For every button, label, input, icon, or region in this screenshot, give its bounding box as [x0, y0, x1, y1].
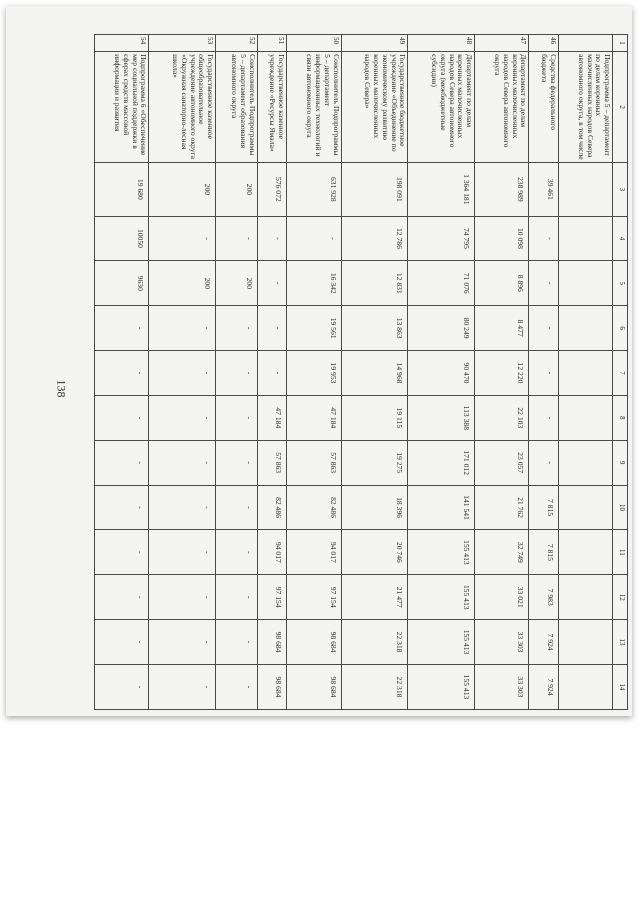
value-cell: -	[257, 306, 286, 351]
column-header: 10	[613, 485, 628, 530]
value-cell: 33 021	[475, 575, 529, 620]
row-number: 47	[475, 35, 529, 52]
row-number: 51	[257, 35, 286, 52]
value-cell: 155 413	[408, 530, 475, 575]
value-cell: 13 863	[341, 306, 408, 351]
row-number	[558, 35, 612, 52]
value-cell: -	[149, 530, 216, 575]
value-cell: 200	[149, 261, 216, 306]
value-cell	[558, 440, 612, 485]
value-cell: 238 989	[475, 163, 529, 216]
value-cell: 200	[216, 163, 258, 216]
column-header: 13	[613, 620, 628, 665]
table-body	[95, 35, 613, 710]
value-cell: -	[149, 216, 216, 261]
table-row	[341, 35, 408, 710]
value-cell: 19 953	[287, 351, 341, 396]
table-wrapper	[94, 34, 628, 710]
value-cell: 80 249	[408, 306, 475, 351]
value-cell: -	[216, 530, 258, 575]
value-cell: 7 924	[529, 664, 558, 709]
value-cell: 113 388	[408, 395, 475, 440]
value-cell: 57 863	[257, 440, 286, 485]
value-cell: 19 680	[95, 163, 149, 216]
value-cell: 12 220	[475, 351, 529, 396]
row-number: 54	[95, 35, 149, 52]
value-cell: -	[95, 351, 149, 396]
value-cell: 16 342	[287, 261, 341, 306]
value-cell: -	[529, 440, 558, 485]
value-cell: 82 486	[287, 485, 341, 530]
value-cell: 19 561	[287, 306, 341, 351]
value-cell: 8 896	[475, 261, 529, 306]
value-cell: -	[216, 440, 258, 485]
value-cell: 200	[149, 163, 216, 216]
rotated-table-area	[94, 34, 628, 710]
value-cell	[558, 620, 612, 665]
column-header: 9	[613, 440, 628, 485]
column-header: 5	[613, 261, 628, 306]
value-cell: -	[149, 440, 216, 485]
row-number: 48	[408, 35, 475, 52]
value-cell: 155 413	[408, 664, 475, 709]
header-row	[613, 35, 628, 710]
value-cell: -	[95, 620, 149, 665]
value-cell: -	[529, 216, 558, 261]
value-cell	[558, 261, 612, 306]
value-cell: 141 541	[408, 485, 475, 530]
value-cell: 23 057	[475, 440, 529, 485]
value-cell: -	[529, 395, 558, 440]
value-cell: 10050	[95, 216, 149, 261]
value-cell: 7 815	[529, 530, 558, 575]
value-cell: 14 968	[341, 351, 408, 396]
value-cell: -	[287, 216, 341, 261]
value-cell: 631 928	[287, 163, 341, 216]
value-cell: 9630	[95, 261, 149, 306]
value-cell: -	[216, 485, 258, 530]
value-cell	[558, 485, 612, 530]
value-cell: 71 076	[408, 261, 475, 306]
value-cell: -	[149, 485, 216, 530]
value-cell: 19 275	[341, 440, 408, 485]
value-cell: -	[95, 395, 149, 440]
value-cell: 18 396	[341, 485, 408, 530]
value-cell: 22 103	[475, 395, 529, 440]
value-cell: -	[216, 306, 258, 351]
value-cell: -	[95, 485, 149, 530]
value-cell: -	[216, 664, 258, 709]
table-row	[475, 35, 529, 710]
value-cell: 94 017	[287, 530, 341, 575]
table-row	[558, 35, 612, 710]
value-cell: 20 746	[341, 530, 408, 575]
value-cell: 1 364 181	[408, 163, 475, 216]
value-cell: 98 684	[257, 620, 286, 665]
value-cell	[558, 163, 612, 216]
value-cell: 82 486	[257, 485, 286, 530]
value-cell: 7 924	[529, 620, 558, 665]
value-cell: 21 477	[341, 575, 408, 620]
value-cell: 33 303	[475, 620, 529, 665]
row-name: Соисполнитель Подпрограммы 5 – департамент информационных технологий и связи автономного округа	[287, 52, 341, 163]
row-number: 46	[529, 35, 558, 52]
value-cell: -	[95, 440, 149, 485]
value-cell: -	[149, 306, 216, 351]
value-cell	[558, 530, 612, 575]
value-cell: -	[216, 351, 258, 396]
value-cell: 155 413	[408, 620, 475, 665]
row-name: Средства федерального бюджета	[529, 52, 558, 163]
value-cell: 12 831	[341, 261, 408, 306]
value-cell	[558, 306, 612, 351]
row-name: Департамент по делам коренных малочисленных народов Севера автономного округа	[475, 52, 529, 163]
row-number: 52	[216, 35, 258, 52]
value-cell: -	[149, 664, 216, 709]
table-row	[95, 35, 149, 710]
row-name: Государственное бюджетное учреждение «Объединение по экономическому развитию коренных малочисленных народов Севера»	[341, 52, 408, 163]
budget-table	[94, 34, 628, 710]
value-cell: 98 684	[287, 664, 341, 709]
value-cell: 200	[216, 261, 258, 306]
value-cell	[558, 216, 612, 261]
value-cell: 39 461	[529, 163, 558, 216]
value-cell: -	[216, 620, 258, 665]
value-cell: 576 072	[257, 163, 286, 216]
value-cell: 22 318	[341, 620, 408, 665]
value-cell: 74 795	[408, 216, 475, 261]
value-cell: 22 318	[341, 664, 408, 709]
value-cell	[558, 395, 612, 440]
value-cell: 12 786	[341, 216, 408, 261]
row-name: Подпрограмма 5 – департамент по делам коренных малочисленных народов Севера автономного округа, в том числе	[558, 52, 612, 163]
value-cell: 33 303	[475, 664, 529, 709]
value-cell: 8 477	[475, 306, 529, 351]
value-cell: 171 012	[408, 440, 475, 485]
table-row	[408, 35, 475, 710]
table-row	[257, 35, 286, 710]
value-cell: 7 983	[529, 575, 558, 620]
column-header: 8	[613, 395, 628, 440]
row-name: Государственное казенное учреждение «Ресурсы Ямала»	[257, 52, 286, 163]
row-name: Подпрограмма 6 «Обеспечение мер социальной поддержки в сферах средств массовой информации и развития	[95, 52, 149, 163]
value-cell: 10 098	[475, 216, 529, 261]
row-number: 49	[341, 35, 408, 52]
value-cell: 57 863	[287, 440, 341, 485]
column-header: 4	[613, 216, 628, 261]
value-cell: 7 815	[529, 485, 558, 530]
table-row	[149, 35, 216, 710]
column-header: 6	[613, 306, 628, 351]
column-header: 3	[613, 163, 628, 216]
page-number: 138	[54, 379, 69, 398]
value-cell: -	[257, 261, 286, 306]
value-cell: -	[257, 216, 286, 261]
column-header: 11	[613, 530, 628, 575]
value-cell: -	[529, 261, 558, 306]
value-cell: -	[95, 575, 149, 620]
value-cell: 97 154	[257, 575, 286, 620]
value-cell: -	[257, 351, 286, 396]
value-cell: -	[149, 620, 216, 665]
value-cell: 97 154	[287, 575, 341, 620]
value-cell: 47 184	[287, 395, 341, 440]
value-cell	[558, 351, 612, 396]
value-cell: -	[529, 306, 558, 351]
table-row	[529, 35, 558, 710]
value-cell: -	[216, 575, 258, 620]
value-cell: 32 749	[475, 530, 529, 575]
value-cell: 47 184	[257, 395, 286, 440]
value-cell: 98 684	[287, 620, 341, 665]
value-cell: 21 762	[475, 485, 529, 530]
table-row	[216, 35, 258, 710]
value-cell	[558, 664, 612, 709]
value-cell: -	[95, 664, 149, 709]
value-cell: 90 470	[408, 351, 475, 396]
value-cell: -	[216, 395, 258, 440]
value-cell: -	[95, 306, 149, 351]
table-row	[287, 35, 341, 710]
value-cell: 198 091	[341, 163, 408, 216]
column-header: 2	[613, 52, 628, 163]
value-cell: -	[149, 395, 216, 440]
column-header: 7	[613, 351, 628, 396]
value-cell	[558, 575, 612, 620]
row-name: Департамент по делам коренных малочисленных народов Севера автономного округа (межбюджетные субсидии)	[408, 52, 475, 163]
column-header: 1	[613, 35, 628, 52]
column-header: 12	[613, 575, 628, 620]
row-number: 50	[287, 35, 341, 52]
value-cell: -	[149, 351, 216, 396]
value-cell: 94 017	[257, 530, 286, 575]
value-cell: 155 413	[408, 575, 475, 620]
value-cell: -	[95, 530, 149, 575]
row-name: Государственное казенное общеобразовательное учреждение автономного округа «Окружная санаторно-лесная школа»	[149, 52, 216, 163]
row-number: 53	[149, 35, 216, 52]
scanned-page	[6, 6, 632, 716]
value-cell: -	[216, 216, 258, 261]
value-cell: -	[149, 575, 216, 620]
row-name: Соисполнитель Подпрограммы 5 – департамент образования автономного округа	[216, 52, 258, 163]
value-cell: 98 684	[257, 664, 286, 709]
column-header: 14	[613, 664, 628, 709]
value-cell: -	[529, 351, 558, 396]
value-cell: 19 115	[341, 395, 408, 440]
